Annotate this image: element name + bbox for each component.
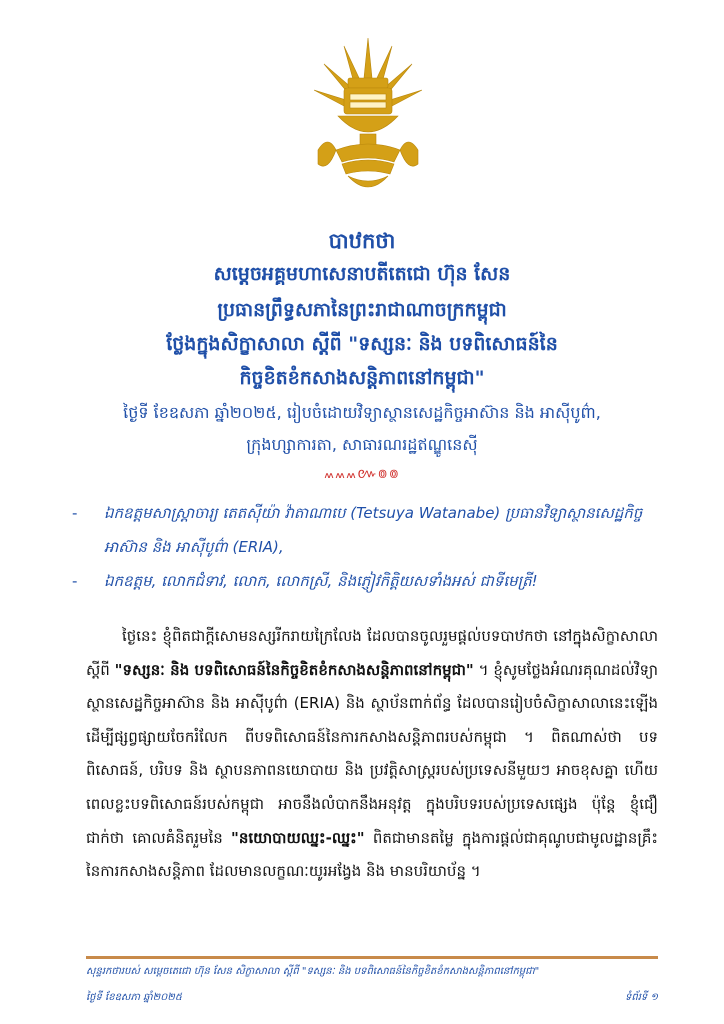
list-dash: - xyxy=(72,572,78,590)
speaker-name: សម្ដេចអគ្គមហាសេនាបតីតេជោ ហ៊ុន សែន xyxy=(213,263,511,285)
footer-date-row xyxy=(86,990,658,1005)
royal-emblem-icon xyxy=(314,38,422,198)
footer-speech-reference: សុន្ទរកថារបស់ សម្ដេចតេជោ ហ៊ុន សែន សិក្ខាសាលា ស្ដីពី "ទស្សនៈ និង បទពិសោធន៍នៃកិច្ចខិតខំកសាងសន្តិភាពនៅកម្ពុជា" xyxy=(86,966,540,977)
event-date-organizer: ថ្ងៃទី ខែឧសភា ឆ្នាំ២០២៥, រៀបចំដោយវិទ្យាស្ថានសេដ្ឋកិច្ចអាស៊ាន និង អាស៊ីបូព៌ា, xyxy=(123,403,601,422)
paragraph-end: ពិតជាមានតម្លៃ ក្នុងការផ្ដល់ជាគុណូបជាមូលដ្ឋានគ្រឹះ នៃការកសាងសន្តិភាព ដែលមានលក្ខណៈយូរអង្វែង និង មានបរិយាប័ន្ន ។ xyxy=(86,828,659,881)
list-dash: - xyxy=(72,504,78,522)
speech-title: បាឋកថា xyxy=(328,229,396,253)
addressee-item xyxy=(72,496,664,564)
speaker-position: ប្រធានព្រឹទ្ធសភានៃព្រះរាជាណាចក្រកម្ពុជា xyxy=(217,299,507,321)
workshop-title-bold: "ទស្សនៈ និង បទពិសោធន៍នៃកិច្ចខិតខំកសាងសន្តិភាពនៅកម្ពុជា" xyxy=(114,660,474,679)
event-location: ក្រុងហ្សាការតា, សាធារណរដ្ឋឥណ្ឌូនេស៊ី xyxy=(246,435,478,454)
footer-date: ថ្ងៃទី ខែឧសភា ឆ្នាំ២០២៥ xyxy=(86,992,182,1003)
addressee-item xyxy=(72,564,664,598)
paragraph-intro: ថ្ងៃនេះ ខ្ញុំពិតជាក្ដីសោមនស្សរីករាយក្រៃលែង ដែលបានចូលរួមផ្ដល់បទបាឋកថា នៅក្នុងសិក្ខាសាលា ស្ដីពី xyxy=(86,627,658,679)
addressee-text: ឯកឧត្តមសាស្ត្រាចារ្យ តេតស៊ីយ៉ា វ៉ាតាណាបេ (Tetsuya Watanabe) ប្រធានវិទ្យាស្ថានសេដ្ឋកិច្ចអាស៊ាន និង អាស៊ីបូព៌ា (ERIA), xyxy=(104,504,643,556)
decorative-date-code: ៳៳៳៚៙៙ xyxy=(323,466,401,482)
workshop-title-line2: កិច្ចខិតខំកសាងសន្តិភាពនៅកម្ពុជា" xyxy=(239,367,485,389)
workshop-title-line1: ថ្លែងក្នុងសិក្ខាសាលា ស្ដីពី "ទស្សនៈ និង បទពិសោធន៍នៃ xyxy=(166,333,558,355)
page-number: ទំព័រទី ១ xyxy=(625,992,658,1003)
body-paragraph xyxy=(86,620,658,889)
addressee-text: ឯកឧត្តម, លោកជំទាវ, លោក, លោកស្រី, និងភ្ញៀវកិត្តិយសទាំងអស់ ជាទីមេត្រី! xyxy=(104,572,538,590)
footer-divider xyxy=(86,956,658,959)
paragraph-middle: ។ ខ្ញុំសូមថ្លែងអំណរគុណដល់វិទ្យាស្ថានសេដ្ឋកិច្ចអាស៊ាន និង អាស៊ីបូព៌ា (ERIA) និង ស្ថាប័នពាក់ព័ន្ធ ដែលបានរៀបចំសិក្ខាសាលានេះឡើង ដើម្បីផ្សព្វផ្សាយចែករំលែក ពីបទពិសោធន៍នៃការកសាងសន្តិភាពរបស់កម្ពុជា ។ ពិតណាស់ថា បទពិសោធន៍, បរិបទ និង ស្ថាបនភាពនយោបាយ និង ប្រវត្តិសាស្ត្ររបស់ប្រទេសនីមួយៗ អាចខុសគ្នា ហើយពេលខ្លះបទពិសោធន៍របស់កម្ពុជា អាចនឹងលំបាកនឹងអនុវត្ត ក្នុងបរិបទរបស់ប្រទេសផ្សេង ប៉ុន្តែ ខ្ញុំជឿជាក់ថា គោលគំនិតរួមនៃ xyxy=(86,660,658,847)
win-win-policy-bold: "នយោបាយឈ្នះ-ឈ្នះ" xyxy=(231,828,365,847)
